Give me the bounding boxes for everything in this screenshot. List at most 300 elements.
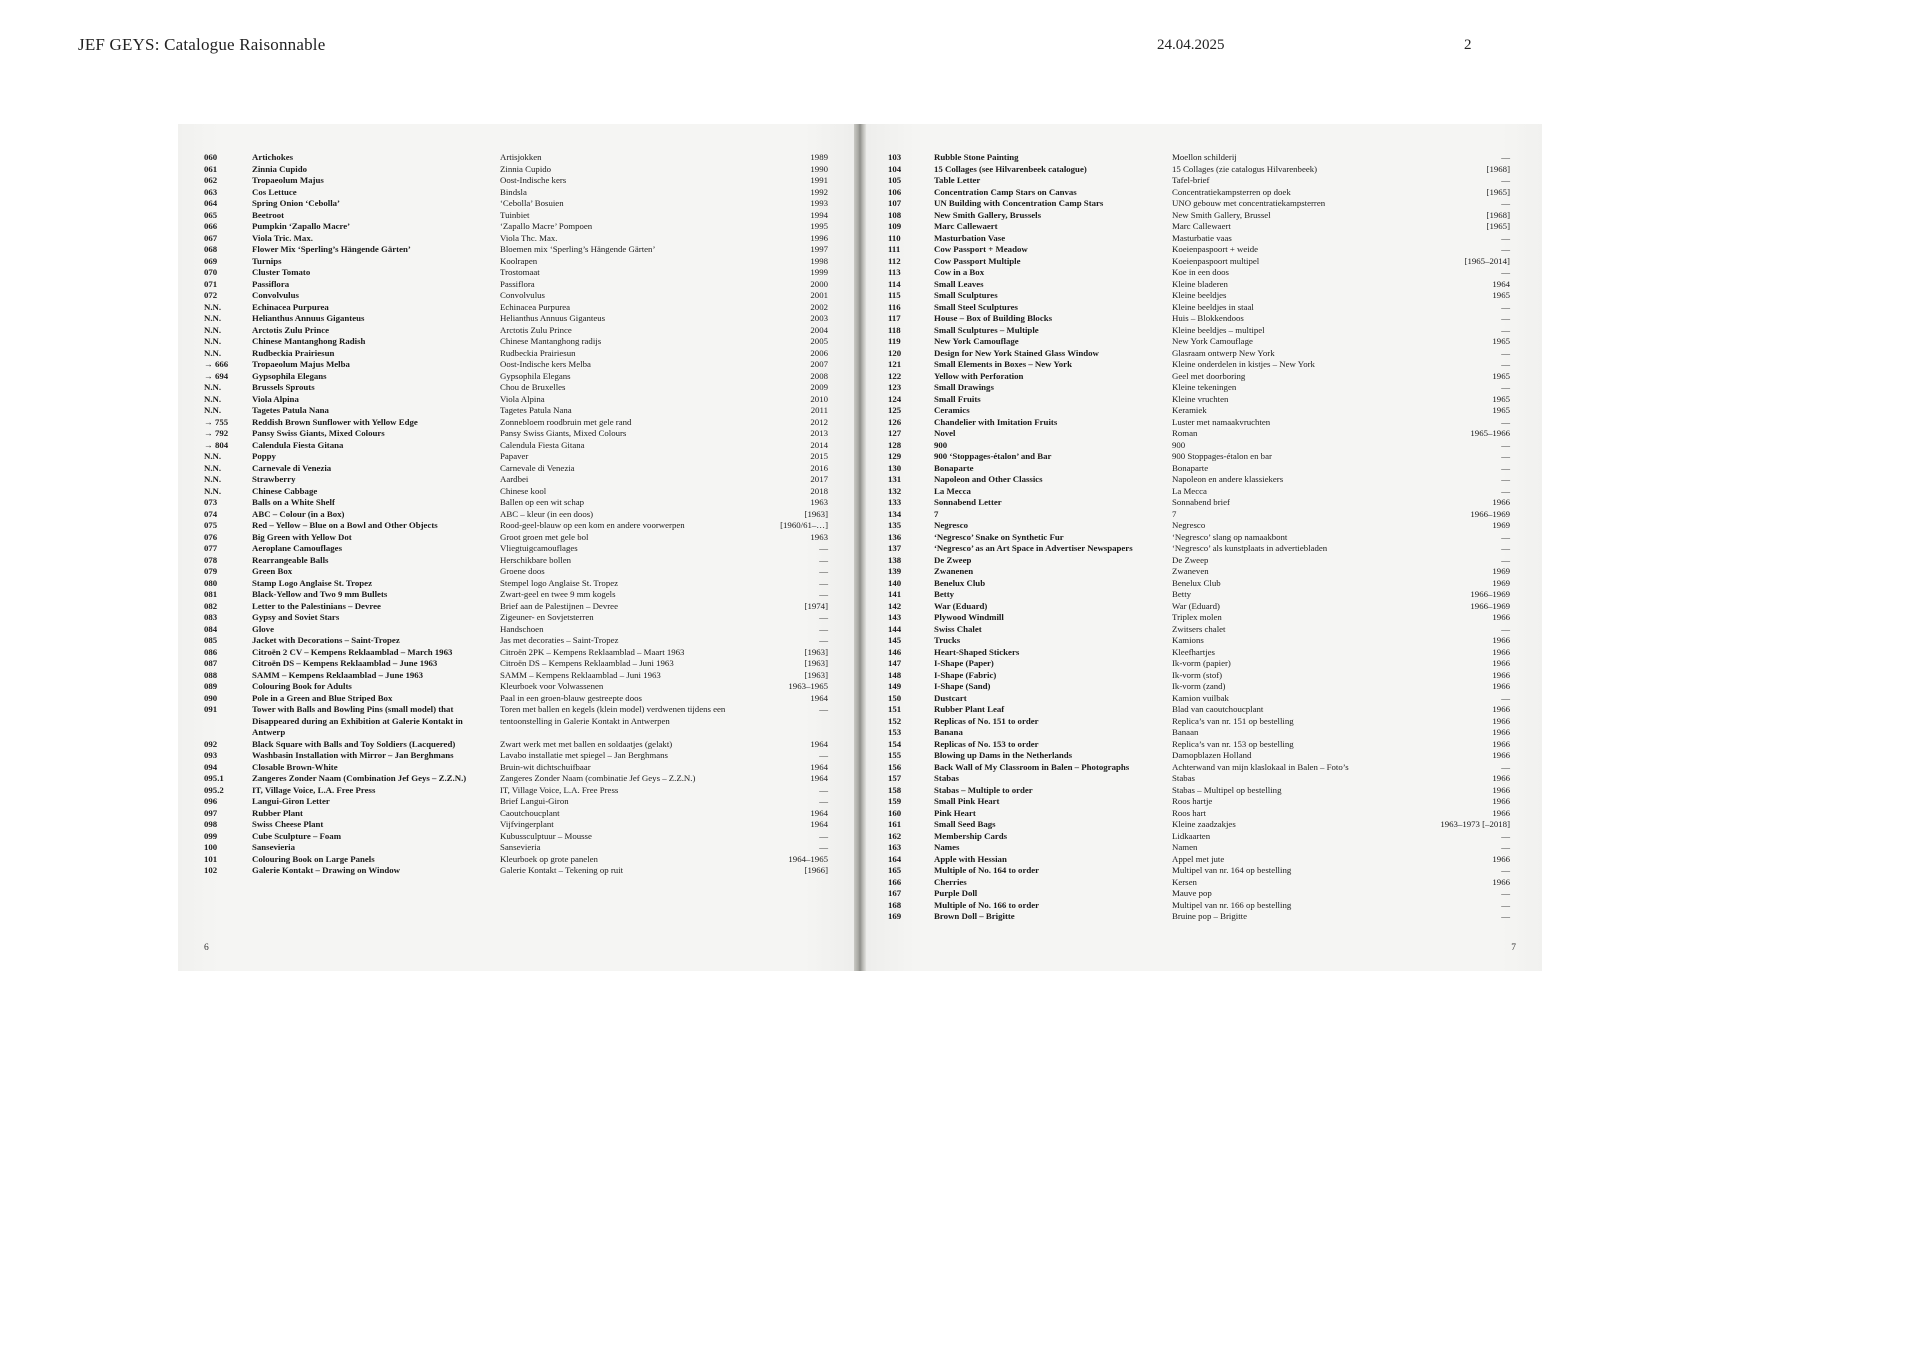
entry-title-en: De Zweep <box>934 554 972 565</box>
catalogue-entry-row <box>888 819 1516 831</box>
entry-title-en: Citroën 2 CV – Kempens Reklaamblad – March 1963 <box>252 646 453 657</box>
entry-title-en: Multiple of No. 166 to order <box>934 899 1040 910</box>
entry-year: 1966 <box>1492 646 1510 657</box>
entry-title-nl: Napoleon en andere klassiekers <box>1172 474 1284 484</box>
entry-title-nl: Bloemen mix ‘Sperling’s Hängende Gärten’ <box>500 244 656 254</box>
entry-title-nl: ‘Negresco’ als kunstplaats in advertiebladen <box>1172 543 1328 553</box>
catalogue-entry-row <box>888 578 1516 590</box>
document-header <box>0 30 1920 60</box>
entry-title-nl: Kleine tekeningen <box>1172 382 1237 392</box>
entry-title-nl: New York Camouflage <box>1172 336 1253 346</box>
entry-year: [1966] <box>804 865 828 875</box>
catalogue-entry-row <box>204 520 832 532</box>
entry-title-en: Pole in a Green and Blue Striped Box <box>252 692 393 703</box>
entry-year: 2013 <box>810 428 828 438</box>
entry-title-en: Passiflora <box>252 278 290 289</box>
entry-number: 062 <box>204 175 218 185</box>
entry-year: 1966 <box>1492 681 1510 691</box>
entry-number: 159 <box>888 796 902 806</box>
entry-number: 156 <box>888 761 902 772</box>
catalogue-entry-row <box>888 279 1516 291</box>
entry-title-en: Langui-Giron Letter <box>252 796 330 806</box>
entry-year: — <box>819 589 828 599</box>
entry-year: 1990 <box>810 163 828 174</box>
entry-title-en: 7 <box>934 508 939 519</box>
entry-title-nl: Zwaneven <box>1172 566 1209 576</box>
entry-number: 065 <box>204 209 218 220</box>
entry-title-en: Marc Callewaert <box>934 221 998 231</box>
entry-title-en: Cow Passport + Meadow <box>934 244 1028 254</box>
entry-title-nl: Viola Alpina <box>500 393 545 404</box>
book-spread <box>178 124 1542 971</box>
entry-year: 1993 <box>810 198 828 208</box>
entry-year: 2015 <box>810 451 828 461</box>
entry-number: 066 <box>204 221 218 231</box>
entry-title-en: Bonaparte <box>934 462 974 473</box>
entry-title-en: Gypsophila Elegans <box>252 370 327 381</box>
entry-title-nl: Aardbei <box>500 474 529 484</box>
entry-title-nl: Kleine bladeren <box>1172 278 1228 289</box>
entry-year: 1995 <box>810 221 828 231</box>
entry-year: 1966 <box>1492 612 1510 622</box>
entry-title-en: Flower Mix ‘Sperling’s Hängende Gärten’ <box>252 244 411 254</box>
entry-title-nl: Roman <box>1172 428 1198 438</box>
catalogue-entry-row <box>204 302 832 314</box>
entry-title-nl: Stabas – Multipel op bestelling <box>1172 784 1282 795</box>
entry-number: 126 <box>888 416 902 427</box>
entry-number: 163 <box>888 842 902 852</box>
entry-number: 164 <box>888 853 902 864</box>
entry-title-en: Chandelier with Imitation Fruits <box>934 416 1058 427</box>
catalogue-entry-row <box>888 888 1516 900</box>
entry-title-en: Cherries <box>934 876 967 887</box>
entry-year: — <box>1501 232 1510 243</box>
entry-number: 086 <box>204 646 218 657</box>
entry-number: 148 <box>888 669 902 680</box>
catalogue-entry-row <box>204 405 832 417</box>
catalogue-entry-row <box>204 635 832 647</box>
catalogue-entry-row <box>204 279 832 291</box>
catalogue-entry-row <box>204 325 832 337</box>
catalogue-entry-row <box>888 417 1516 429</box>
catalogue-entry-row <box>888 601 1516 613</box>
right-page <box>860 124 1542 971</box>
entry-title-nl: Kleine beeldjes <box>1172 290 1227 300</box>
entry-year: — <box>1501 474 1510 484</box>
entry-number: N.N. <box>204 313 222 323</box>
entry-number: N.N. <box>204 451 222 461</box>
entry-title-en: 900 ‘Stoppages-étalon’ and Bar <box>934 451 1052 461</box>
entry-title-en: Poppy <box>252 451 276 461</box>
entry-year: 1966 <box>1492 738 1510 749</box>
entry-year: — <box>1501 830 1510 841</box>
catalogue-entry-row <box>204 819 832 831</box>
entry-title-nl: Koolrapen <box>500 255 538 266</box>
entry-title-en: 900 <box>934 439 948 450</box>
catalogue-entry-row <box>888 164 1516 176</box>
catalogue-entry-row <box>204 842 832 854</box>
entry-year: 1965 <box>1492 336 1510 346</box>
entry-title-en: Rubber Plant Leaf <box>934 704 1005 714</box>
catalogue-entry-row <box>888 405 1516 417</box>
entry-year: 1996 <box>810 232 828 243</box>
entry-title-en: Spring Onion ‘Cebolla’ <box>252 198 340 208</box>
entry-number: 129 <box>888 451 902 461</box>
entry-title-en: Concentration Camp Stars on Canvas <box>934 186 1077 197</box>
entry-title-nl: Citroën 2PK – Kempens Reklaamblad – Maart 1963 <box>500 646 685 657</box>
catalogue-entry-row <box>888 716 1516 728</box>
entry-number: 154 <box>888 738 902 749</box>
entry-year: 1965–1966 <box>1470 428 1510 438</box>
entry-number: 072 <box>204 290 218 300</box>
entry-year: — <box>1501 439 1510 450</box>
entry-title-en: Chinese Cabbage <box>252 485 318 496</box>
entry-title-en: Washbasin Installation with Mirror – Jan Berghmans <box>252 750 454 760</box>
entry-title-en: Betty <box>934 589 955 599</box>
entry-title-nl: Keramiek <box>1172 405 1207 415</box>
entry-year: [1960/61–…] <box>780 520 828 530</box>
entry-number: 090 <box>204 692 218 703</box>
entry-number: 104 <box>888 163 902 174</box>
entry-year: — <box>1501 451 1510 461</box>
entry-title-en: Replicas of No. 151 to order <box>934 715 1039 726</box>
entry-year: — <box>819 554 828 565</box>
entry-number: 146 <box>888 646 902 657</box>
entry-number: 102 <box>204 865 218 875</box>
catalogue-entry-row <box>204 624 832 636</box>
catalogue-entry-row <box>204 831 832 843</box>
entry-title-nl: Marc Callewaert <box>1172 221 1231 231</box>
entry-number: 078 <box>204 554 218 565</box>
entry-number: N.N. <box>204 382 222 392</box>
entry-year: 2017 <box>810 474 828 484</box>
entry-title-en: Calendula Fiesta Gitana <box>252 439 344 450</box>
entry-title-en: Arctotis Zulu Prince <box>252 324 330 335</box>
entry-number: 103 <box>888 152 902 162</box>
entry-title-en: Echinacea Purpurea <box>252 301 329 312</box>
catalogue-entry-row <box>204 773 832 785</box>
entry-year: 1966 <box>1492 853 1510 864</box>
entry-number: 161 <box>888 819 902 829</box>
entry-year: — <box>819 796 828 806</box>
entry-title-nl: Papaver <box>500 451 529 461</box>
entry-number: 140 <box>888 577 902 588</box>
entry-title-en: Novel <box>934 428 956 438</box>
catalogue-entry-row <box>888 325 1516 337</box>
entry-title-en: Back Wall of My Classroom in Balen – Photographs <box>934 761 1130 772</box>
entry-year: — <box>819 566 828 576</box>
catalogue-entry-row <box>888 290 1516 302</box>
entry-title-en: Cube Sculpture – Foam <box>252 830 342 841</box>
entry-title-en: Sonnabend Letter <box>934 497 1002 507</box>
entry-title-en: Masturbation Vase <box>934 232 1006 243</box>
catalogue-entry-row <box>888 877 1516 889</box>
entry-number: 084 <box>204 623 218 634</box>
entry-number: 075 <box>204 520 218 530</box>
entry-title-nl: Blad van caoutchoucplant <box>1172 704 1264 714</box>
entry-number: 131 <box>888 474 902 484</box>
entry-number: 108 <box>888 209 902 220</box>
entry-title-en: Cluster Tomato <box>252 267 311 277</box>
catalogue-entry-row <box>888 256 1516 268</box>
catalogue-entry-row <box>888 348 1516 360</box>
entry-year: — <box>1501 359 1510 369</box>
entry-title-nl: Herschikbare bollen <box>500 554 572 565</box>
entry-title-nl: Kleine onderdelen in kistjes – New York <box>1172 359 1315 369</box>
entry-year: — <box>1501 382 1510 392</box>
entry-title-en: 15 Collages (see Hilvarenbeek catalogue) <box>934 163 1087 174</box>
entry-year: — <box>1501 543 1510 553</box>
entry-number: 152 <box>888 715 902 726</box>
entry-title-en: Carnevale di Venezia <box>252 462 332 473</box>
catalogue-entry-row <box>888 808 1516 820</box>
entry-year: 2010 <box>810 393 828 404</box>
entry-number: 060 <box>204 152 218 162</box>
entry-year: — <box>819 842 828 852</box>
entry-title-en: New Smith Gallery, Brussels <box>934 209 1042 220</box>
entry-title-en: Pansy Swiss Giants, Mixed Colours <box>252 428 385 438</box>
entry-title-en: Green Box <box>252 566 293 576</box>
entry-number: N.N. <box>204 393 222 404</box>
catalogue-entry-row <box>888 900 1516 912</box>
entry-title-nl: Vliegtuigcamouflages <box>500 543 578 553</box>
entry-number: 092 <box>204 738 218 749</box>
catalogue-entry-row <box>888 371 1516 383</box>
entry-title-nl: Kubussculptuur – Mousse <box>500 830 592 841</box>
entry-year: — <box>1501 865 1510 875</box>
entry-year: [1963] <box>804 646 828 657</box>
entry-title-en: Black Square with Balls and Toy Soldiers (Lacquered) <box>252 738 456 749</box>
catalogue-entry-row <box>888 359 1516 371</box>
entry-number: 085 <box>204 635 218 645</box>
entry-year: 2003 <box>810 313 828 323</box>
entry-number: 091 <box>204 704 218 714</box>
entry-number: → 666 <box>204 359 229 369</box>
entry-title-nl: Betty <box>1172 589 1192 599</box>
entry-title-nl: Replica’s van nr. 153 op bestelling <box>1172 738 1294 749</box>
entry-title-en: Turnips <box>252 255 282 266</box>
catalogue-entry-row <box>888 382 1516 394</box>
entry-number: 063 <box>204 186 218 197</box>
entry-title-nl: Ik-vorm (papier) <box>1172 658 1231 668</box>
entry-title-nl: Ik-vorm (zand) <box>1172 681 1226 691</box>
entry-number: 094 <box>204 761 218 772</box>
catalogue-entry-row <box>204 348 832 360</box>
entry-title-nl: Stabas <box>1172 773 1195 783</box>
entry-title-en: ABC – Colour (in a Box) <box>252 508 345 519</box>
entry-year: 1966 <box>1492 635 1510 645</box>
catalogue-entry-row <box>888 727 1516 739</box>
entry-number: 076 <box>204 531 218 542</box>
entry-title-en: Apple with Hessian <box>934 853 1007 864</box>
entry-number: 157 <box>888 773 902 783</box>
catalogue-entry-row <box>888 681 1516 693</box>
entry-year: — <box>1501 899 1510 910</box>
catalogue-entry-row <box>204 198 832 210</box>
catalogue-entry-row <box>888 773 1516 785</box>
entry-number: 080 <box>204 577 218 588</box>
entry-number: 122 <box>888 370 902 381</box>
entry-number: 073 <box>204 497 218 507</box>
entry-title-en: I-Shape (Fabric) <box>934 669 997 680</box>
entry-title-nl: Groot groen met gele bol <box>500 531 589 542</box>
entry-number: 151 <box>888 704 902 714</box>
catalogue-entry-row <box>204 267 832 279</box>
entry-title-nl: Kleefhartjes <box>1172 646 1215 657</box>
entry-year: 1999 <box>810 267 828 277</box>
catalogue-entry-row <box>204 808 832 820</box>
entry-number: 125 <box>888 405 902 415</box>
entry-number: 093 <box>204 750 218 760</box>
entry-title-nl: Zinnia Cupido <box>500 163 552 174</box>
entry-year: 2011 <box>810 405 828 415</box>
entry-number: 099 <box>204 830 218 841</box>
entry-title-nl: Zwart werk met met ballen en soldaatjes (gelakt) <box>500 738 673 749</box>
catalogue-entry-row <box>204 336 832 348</box>
entry-number: 168 <box>888 899 902 910</box>
entry-title-en: Small Leaves <box>934 278 984 289</box>
entry-title-nl: 15 Collages (zie catalogus Hilvarenbeek) <box>1172 163 1318 174</box>
catalogue-entry-row <box>888 336 1516 348</box>
catalogue-entry-row <box>888 267 1516 279</box>
entry-number: → 804 <box>204 439 229 450</box>
catalogue-entry-row <box>888 831 1516 843</box>
entry-number: 107 <box>888 198 902 208</box>
catalogue-entry-row <box>888 704 1516 716</box>
entry-number: 074 <box>204 508 218 519</box>
entry-title-en: I-Shape (Sand) <box>934 681 991 691</box>
entry-title-en: Napoleon and Other Classics <box>934 474 1043 484</box>
entry-number: N.N. <box>204 324 222 335</box>
entry-number: 167 <box>888 888 902 898</box>
entry-year: 1966 <box>1492 876 1510 887</box>
entry-number: 082 <box>204 600 218 611</box>
catalogue-entry-row <box>204 244 832 256</box>
entry-title-nl: Moellon schilderij <box>1172 152 1237 162</box>
entry-number: 067 <box>204 232 218 243</box>
entry-year: — <box>1501 313 1510 323</box>
entry-title-nl: Kleine beeldjes in staal <box>1172 301 1254 312</box>
catalogue-entry-row <box>204 187 832 199</box>
catalogue-entry-row <box>888 911 1516 923</box>
entry-year: — <box>1501 175 1510 185</box>
entry-number: 162 <box>888 830 902 841</box>
entry-year: 2004 <box>810 324 828 335</box>
entry-title-nl: Zangeres Zonder Naam (combinatie Jef Geys – Z.Z.N.) <box>500 773 696 783</box>
entry-title-nl: Zigeuner- en Sovjetsterren <box>500 612 594 622</box>
entry-title-nl: Bruin-wit dichtschuifbaar <box>500 761 591 772</box>
entry-year: 1969 <box>1492 520 1510 530</box>
entry-title-nl: Artisjokken <box>500 152 542 162</box>
entry-year: 1964 <box>810 692 828 703</box>
entry-title-en: War (Eduard) <box>934 600 988 611</box>
entry-year: — <box>819 750 828 760</box>
catalogue-entry-row <box>204 670 832 682</box>
entry-title-nl: Bonaparte <box>1172 462 1209 473</box>
entry-number: 071 <box>204 278 218 289</box>
entry-title-nl: Tagetes Patula Nana <box>500 405 572 415</box>
entry-year: 1966 <box>1492 773 1510 783</box>
entry-year: — <box>1501 244 1510 254</box>
entry-number: 087 <box>204 658 218 668</box>
entry-number: N.N. <box>204 462 222 473</box>
entry-number: 088 <box>204 669 218 680</box>
catalogue-entry-row <box>888 750 1516 762</box>
catalogue-entry-row <box>204 164 832 176</box>
entry-number: N.N. <box>204 336 222 346</box>
entry-number: 097 <box>204 807 218 818</box>
catalogue-entry-row <box>888 647 1516 659</box>
entry-title-en: Pink Heart <box>934 807 976 818</box>
entry-title-en: Convolvulus <box>252 290 299 300</box>
entry-title-nl: War (Eduard) <box>1172 600 1220 611</box>
catalogue-entry-row <box>888 233 1516 245</box>
entry-title-en: Viola Tric. Max. <box>252 232 313 243</box>
entry-title-nl: Carnevale di Venezia <box>500 462 575 473</box>
catalogue-entry-row <box>888 693 1516 705</box>
catalogue-entry-row <box>204 382 832 394</box>
entry-year: — <box>1501 531 1510 542</box>
entry-year: 1998 <box>810 255 828 266</box>
entry-title-nl: Viola Thc. Max. <box>500 232 558 243</box>
entry-number: 153 <box>888 727 902 737</box>
catalogue-entry-row <box>204 658 832 670</box>
entry-title-en: Heart-Shaped Stickers <box>934 646 1020 657</box>
entry-title-nl: Achterwand van mijn klaslokaal in Balen – Foto’s <box>1172 761 1349 772</box>
entry-title-en: Small Elements in Boxes – New York <box>934 359 1072 369</box>
entry-title-en: Tropaeolum Majus Melba <box>252 359 350 369</box>
entry-title-nl: Brief aan de Palestijnen – Devree <box>500 600 618 611</box>
entry-number: → 755 <box>204 416 229 427</box>
entry-year: — <box>1501 761 1510 772</box>
catalogue-entry-row <box>204 497 832 509</box>
entry-title-en: La Mecca <box>934 485 971 496</box>
entry-year: 1966 <box>1492 807 1510 818</box>
entry-title-nl: Kleurboek op grote panelen <box>500 853 598 864</box>
entry-title-en: Tropaeolum Majus <box>252 175 324 185</box>
entry-title-nl: 900 <box>1172 439 1186 450</box>
entry-title-nl: Galerie Kontakt – Tekening op ruit <box>500 865 624 875</box>
entry-title-en: Zangeres Zonder Naam (Combination Jef Geys – Z.Z.N.) <box>252 773 467 783</box>
entry-title-nl: Jas met decoraties – Saint-Tropez <box>500 635 619 645</box>
entry-year: 1966 <box>1492 669 1510 680</box>
entry-title-en: Citroën DS – Kempens Reklaamblad – June 1963 <box>252 658 438 668</box>
entry-title-nl: 7 <box>1172 508 1177 519</box>
entry-year: 1997 <box>810 244 828 254</box>
entry-title-nl: Sonnabend brief <box>1172 497 1230 507</box>
catalogue-entry-row <box>204 762 832 774</box>
entry-year: 1966–1969 <box>1470 508 1510 519</box>
entry-title-nl: De Zweep <box>1172 554 1209 565</box>
entry-year: 1963–1973 [–2018] <box>1440 819 1510 829</box>
entry-title-nl: Masturbatie vaas <box>1172 232 1232 243</box>
entry-year: 2006 <box>810 347 828 358</box>
entry-title-nl: UNO gebouw met concentratiekampsterren <box>1172 198 1326 208</box>
catalogue-entry-row <box>204 785 832 797</box>
entry-title-nl: Vijfvingerplant <box>500 819 554 829</box>
entry-number: 064 <box>204 198 218 208</box>
entry-number: 083 <box>204 612 218 622</box>
catalogue-entry-row <box>204 290 832 302</box>
entry-title-nl: Groene doos <box>500 566 545 576</box>
entry-title-en: Gypsy and Soviet Stars <box>252 612 340 622</box>
entry-title-en: Dustcart <box>934 692 967 703</box>
entry-title-nl: Kleine vruchten <box>1172 393 1229 404</box>
entry-title-nl: Roos hartje <box>1172 796 1213 806</box>
entry-title-nl: Tuinbiet <box>500 209 530 220</box>
entry-number: 127 <box>888 428 902 438</box>
catalogue-entry-row <box>888 221 1516 233</box>
